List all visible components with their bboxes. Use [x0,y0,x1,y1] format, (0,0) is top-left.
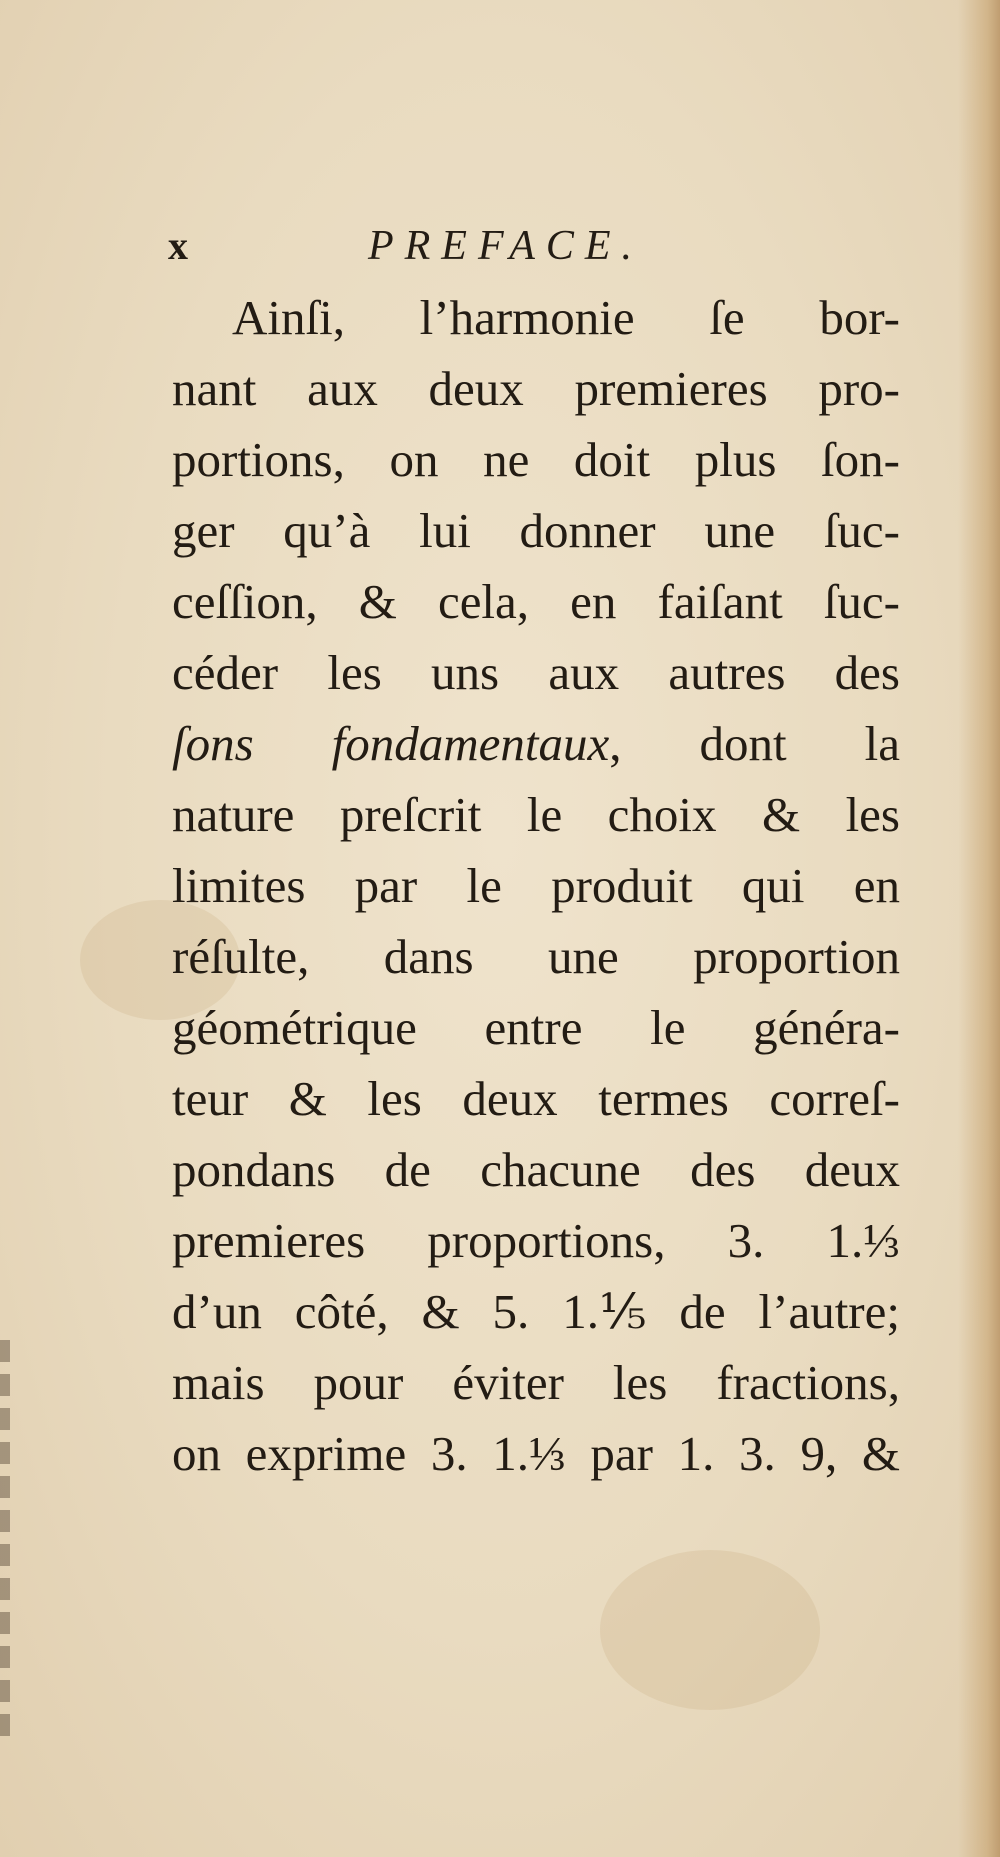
page-edge-shadow [958,0,1000,1857]
italic-term: ſons fondamentaux [172,716,610,771]
text-line: géométrique entre le généra- [172,1000,900,1055]
text-line: d’un côté, & 5. 1.⅕ de l’autre; [172,1284,900,1339]
text-line: nature preſcrit le choix & les [172,787,900,842]
body-text [172,282,900,1489]
page-number: x [168,223,189,268]
text-line [172,708,900,779]
text-line: réſulte, dans une proportion [172,929,900,984]
page-header [168,222,728,272]
text-line: céder les uns aux autres des [172,645,900,700]
text-line: teur & les deux termes correſ- [172,1071,900,1126]
text-line: mais pour éviter les fractions, [172,1355,900,1410]
text-line: pondans de chacune des deux [172,1142,900,1197]
text-line: portions, on ne doit plus ſon- [172,432,900,487]
binding-marks [0,1340,10,1740]
text-line: Ainſi, l’harmonie ſe bor- [232,290,900,345]
running-head: PREFACE. [368,223,644,269]
text-line: nant aux deux premieres pro- [172,361,900,416]
text-line: ceſſion, & cela, en faiſant ſuc- [172,574,900,629]
text-line: limites par le produit qui en [172,858,900,913]
paper-stain [600,1550,820,1710]
text-line-rest: , dont la [609,716,901,771]
text-line: ger qu’à lui donner une ſuc- [172,503,900,558]
text-line: on exprime 3. 1.⅓ par 1. 3. 9, & [172,1426,900,1481]
text-line: premieres proportions, 3. 1.⅓ [172,1213,900,1268]
